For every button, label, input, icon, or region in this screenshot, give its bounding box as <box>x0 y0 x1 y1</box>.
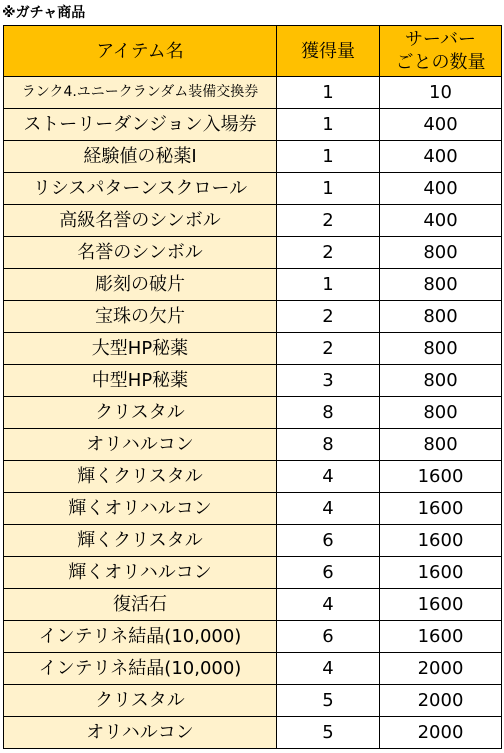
header-server-count-line1: サーバー <box>404 29 477 50</box>
page-title: ※ガチャ商品 <box>2 5 86 21</box>
table-row <box>4 205 502 237</box>
item-name-cell: 輝くクリスタル <box>4 461 277 493</box>
server-count-cell: 800 <box>380 333 502 365</box>
table-row <box>4 589 502 621</box>
quantity-cell: 2 <box>277 205 380 237</box>
table-row <box>4 109 502 141</box>
item-name-cell: インテリネ結晶(10,000) <box>4 653 277 685</box>
table-row <box>4 621 502 653</box>
server-count-cell: 2000 <box>380 717 502 749</box>
table-row <box>4 653 502 685</box>
quantity-cell: 4 <box>277 461 380 493</box>
server-count-cell: 800 <box>380 429 502 461</box>
quantity-cell: 8 <box>277 429 380 461</box>
server-count-cell: 1600 <box>380 493 502 525</box>
item-name-cell: 輝くオリハルコン <box>4 557 277 589</box>
item-name-cell: オリハルコン <box>4 717 277 749</box>
item-name-cell: ランク4.ユニークランダム装備交換券 <box>4 77 277 109</box>
table-row <box>4 685 502 717</box>
item-name-cell: 輝くオリハルコン <box>4 493 277 525</box>
table-row <box>4 269 502 301</box>
quantity-cell: 5 <box>277 717 380 749</box>
item-name-cell: ストーリーダンジョン入場券 <box>4 109 277 141</box>
quantity-cell: 4 <box>277 589 380 621</box>
quantity-cell: 2 <box>277 237 380 269</box>
quantity-cell: 5 <box>277 685 380 717</box>
table-row <box>4 365 502 397</box>
header-server-count <box>380 26 502 77</box>
server-count-cell: 800 <box>380 301 502 333</box>
server-count-cell: 1600 <box>380 557 502 589</box>
quantity-cell: 1 <box>277 141 380 173</box>
quantity-cell: 4 <box>277 653 380 685</box>
quantity-cell: 6 <box>277 621 380 653</box>
server-count-cell: 2000 <box>380 685 502 717</box>
table-row <box>4 141 502 173</box>
item-name-cell: 高級名誉のシンボル <box>4 205 277 237</box>
quantity-cell: 8 <box>277 397 380 429</box>
item-name-cell: 名誉のシンボル <box>4 237 277 269</box>
header-item-name: アイテム名 <box>4 26 277 77</box>
table-row <box>4 493 502 525</box>
item-name-cell: 大型HP秘薬 <box>4 333 277 365</box>
server-count-cell: 1600 <box>380 589 502 621</box>
header-quantity: 獲得量 <box>277 26 380 77</box>
server-count-cell: 400 <box>380 205 502 237</box>
server-count-cell: 800 <box>380 237 502 269</box>
table-row <box>4 173 502 205</box>
quantity-cell: 1 <box>277 173 380 205</box>
item-name-cell: 中型HP秘薬 <box>4 365 277 397</box>
quantity-cell: 1 <box>277 269 380 301</box>
table-row <box>4 429 502 461</box>
quantity-cell: 2 <box>277 333 380 365</box>
item-name-cell: クリスタル <box>4 397 277 429</box>
item-name-cell: 経験値の秘薬Ⅰ <box>4 141 277 173</box>
server-count-cell: 10 <box>380 77 502 109</box>
server-count-cell: 2000 <box>380 653 502 685</box>
server-count-cell: 800 <box>380 269 502 301</box>
item-name-cell: オリハルコン <box>4 429 277 461</box>
server-count-cell: 400 <box>380 141 502 173</box>
item-name-cell: 復活石 <box>4 589 277 621</box>
table-row <box>4 333 502 365</box>
table-row <box>4 77 502 109</box>
server-count-cell: 1600 <box>380 461 502 493</box>
table-header-row <box>4 26 502 77</box>
table-row <box>4 461 502 493</box>
server-count-cell: 400 <box>380 109 502 141</box>
table-row <box>4 397 502 429</box>
header-server-count-line2: ごとの数量 <box>395 52 486 73</box>
quantity-cell: 1 <box>277 109 380 141</box>
item-name-cell: インテリネ結晶(10,000) <box>4 621 277 653</box>
quantity-cell: 6 <box>277 557 380 589</box>
table-row <box>4 237 502 269</box>
item-name-cell: リシスパターンスクロール <box>4 173 277 205</box>
server-count-cell: 1600 <box>380 621 502 653</box>
item-name-cell: 輝くクリスタル <box>4 525 277 557</box>
table-row <box>4 717 502 749</box>
table-row <box>4 525 502 557</box>
gacha-items-table <box>3 25 502 749</box>
quantity-cell: 3 <box>277 365 380 397</box>
server-count-cell: 400 <box>380 173 502 205</box>
quantity-cell: 6 <box>277 525 380 557</box>
item-name-cell: 彫刻の破片 <box>4 269 277 301</box>
server-count-cell: 1600 <box>380 525 502 557</box>
quantity-cell: 4 <box>277 493 380 525</box>
table-row <box>4 557 502 589</box>
server-count-cell: 800 <box>380 397 502 429</box>
quantity-cell: 1 <box>277 77 380 109</box>
item-name-cell: クリスタル <box>4 685 277 717</box>
server-count-cell: 800 <box>380 365 502 397</box>
table-row <box>4 301 502 333</box>
quantity-cell: 2 <box>277 301 380 333</box>
item-name-cell: 宝珠の欠片 <box>4 301 277 333</box>
